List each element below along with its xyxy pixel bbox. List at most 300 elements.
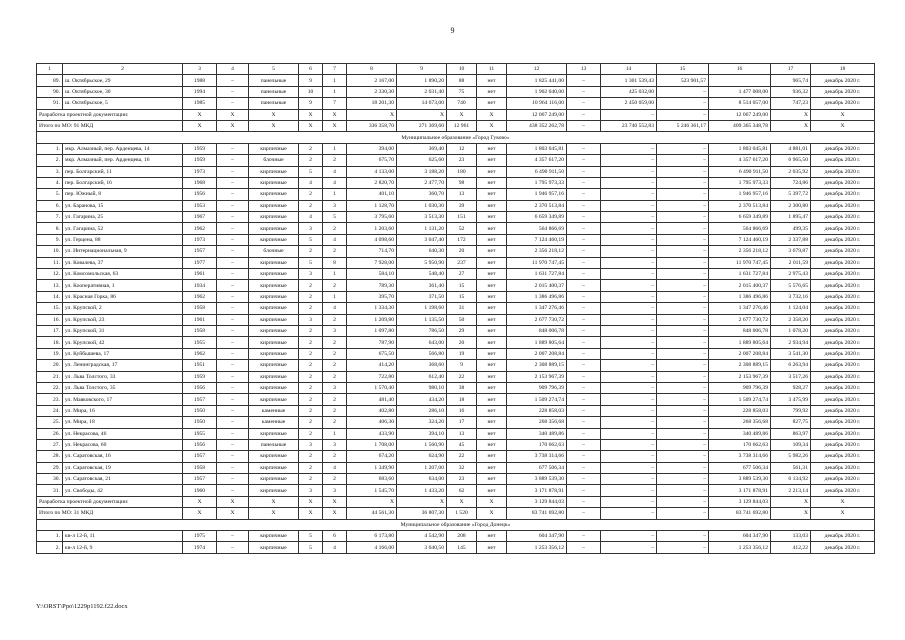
table-cell: ул. Саратовская, 21 [63,474,183,485]
table-cell: 12 067 249,00 [709,109,771,120]
table-cell: декабрь 2020 г. [811,280,875,291]
table-cell: 5 950,90 [397,257,447,268]
table-cell: 2 308 889,15 [709,360,771,371]
table-cell: – [601,542,657,553]
table-cell: 11. [37,257,63,268]
table-cell: 14. [37,291,63,302]
table-row [37,382,875,393]
table-cell: X [323,109,347,120]
table-cell: кирпичные [249,394,299,405]
table-cell: декабрь 2020 г. [811,325,875,336]
table-cell: X [249,109,299,120]
table-cell: ул. Некрасова, 60 [63,439,183,450]
table-row [37,542,875,553]
table-cell: 4 [323,303,347,314]
table-cell: – [601,508,657,519]
table-cell: 2 [299,394,323,405]
table-cell: 170 662,63 [507,439,567,450]
table-cell: 394,10 [397,428,447,439]
table-cell: нет [477,542,507,553]
table-cell: – [601,314,657,325]
table-cell: кирпичные [249,531,299,542]
table-cell: – [567,371,601,382]
table-cell: – [217,234,249,245]
table-cell: 1988 [183,75,217,86]
table-cell: пер. Южный, 8 [63,189,183,200]
table-cell: 2 300,80 [771,200,811,211]
table-cell: 1 207,00 [397,462,447,473]
table-cell: 2 015 400,37 [709,280,771,291]
table-row [37,531,875,542]
table-cell: 88 [447,75,477,86]
table-cell: 29. [37,462,63,473]
table-cell: – [601,166,657,177]
table-cell: – [217,189,249,200]
table-cell: 604 347,90 [709,531,771,542]
table-cell: – [601,257,657,268]
table-cell: 268 356,68 [709,417,771,428]
table-cell: – [601,337,657,348]
table-cell: – [657,394,709,405]
table-cell: X [183,508,217,519]
table-cell: декабрь 2020 г. [811,246,875,257]
table-cell: 6 173,80 [347,531,397,542]
table-cell: – [567,75,601,86]
table-cell: – [657,485,709,496]
table-cell: – [657,166,709,177]
table-cell: ул. Саратовская, 16 [63,451,183,462]
table-cell: – [601,496,657,507]
table-cell: 1 545,70 [347,485,397,496]
table-cell: X [347,496,397,507]
table-cell: кирпичные [249,223,299,234]
table-cell: 271 369,60 [397,120,447,131]
table-cell: – [567,109,601,120]
table-cell: 2 330,30 [347,86,397,97]
table-cell: 928,27 [771,382,811,393]
table-cell: – [217,348,249,359]
table-cell: – [657,98,709,109]
table-cell: 787,90 [347,337,397,348]
table-cell: X [397,109,447,120]
table-cell: – [217,155,249,166]
table-cell: 1950 [183,417,217,428]
table-cell: 643,00 [397,337,447,348]
table-cell: ул. Гагарина, 25 [63,212,183,223]
table-cell: 2 [299,303,323,314]
table-cell: 4 [299,212,323,223]
table-cell: 13 [447,428,477,439]
table-cell: 425 032,00 [601,86,657,97]
table-cell: 1 [323,291,347,302]
table-cell: кв-л 12-й, 11 [63,531,183,542]
table-cell: 50 [447,314,477,325]
table-cell: – [567,86,601,97]
table-cell: – [567,439,601,450]
table-cell: 30. [37,474,63,485]
table-cell: X [217,120,249,131]
table-cell: 2 [299,143,323,154]
table-cell: – [601,474,657,485]
table-cell: 401,10 [347,189,397,200]
table-cell: 2 [323,337,347,348]
table-cell: кирпичные [249,314,299,325]
table-cell: 1956 [183,382,217,393]
municipality-header: Муниципальное образование «Город Гуково» [37,132,875,143]
table-cell: X [323,508,347,519]
table-cell: 17. [37,325,63,336]
table-cell: – [657,451,709,462]
table-cell: 5 [299,166,323,177]
table-cell: 909 796,39 [709,382,771,393]
table-cell: 1934 [183,280,217,291]
table-cell: – [567,348,601,359]
table-cell: 2 213,14 [771,485,811,496]
table-cell: 5 576,65 [771,280,811,291]
table-cell: 286,10 [397,405,447,416]
table-cell: 23 [447,474,477,485]
table-cell: 3 679,87 [771,246,811,257]
table-cell: – [657,155,709,166]
table-row [37,86,875,97]
table-cell: 360,70 [397,189,447,200]
table-cell: – [217,337,249,348]
table-cell: 89. [37,75,63,86]
table-cell: 1 803 045,81 [709,143,771,154]
table-cell: 3 732,16 [771,291,811,302]
table-cell: 3 [299,223,323,234]
table-cell: нет [477,155,507,166]
table-cell: – [567,234,601,245]
column-number-header-row [37,64,875,75]
table-cell: 1 795 973,33 [709,177,771,188]
table-cell: 1 198,60 [397,303,447,314]
table-cell: кирпичные [249,200,299,211]
table-cell: нет [477,337,507,348]
table-cell: ул. Саратовская, 19 [63,462,183,473]
table-cell: – [567,314,601,325]
table-cell: 361,40 [397,280,447,291]
table-row [37,280,875,291]
table-cell: 2 [323,451,347,462]
table-cell: ул. Маяковского, 17 [63,394,183,405]
table-cell: – [217,485,249,496]
table-cell: 724,86 [771,177,811,188]
table-row [37,314,875,325]
table-cell: 44 561,30 [347,508,397,519]
table-cell: 3 129 844,03 [709,496,771,507]
table-cell: 6 263,94 [771,360,811,371]
table-cell: кирпичные [249,337,299,348]
municipality-header: Муниципальное образование «Город Донецк» [37,519,875,530]
table-cell: 16. [37,314,63,325]
table-cell: – [567,143,601,154]
table-cell: 9 [299,75,323,86]
table-cell: 4 [323,462,347,473]
table-cell: пер. Болгарский, 16 [63,177,183,188]
table-cell: 414,20 [347,360,397,371]
table-cell: 45 [447,439,477,450]
table-row [37,155,875,166]
table-cell: нет [477,531,507,542]
table-cell: – [567,531,601,542]
table-cell: нет [477,86,507,97]
table-cell: 786,50 [397,325,447,336]
table-cell: – [657,462,709,473]
table-cell: – [657,212,709,223]
table-cell: 109,34 [771,439,811,450]
column-number: 15 [657,64,709,75]
table-cell: кирпичные [249,325,299,336]
table-cell: – [217,177,249,188]
table-cell: ул. Крупской, 31 [63,325,183,336]
table-cell: кирпичные [249,348,299,359]
table-cell: 740 [447,98,477,109]
table-cell: 722,80 [347,371,397,382]
table-cell: 324,20 [397,417,447,428]
table-cell: 228 858,03 [709,405,771,416]
table-cell: 1 946 957,16 [507,189,567,200]
table-cell: 4 542,90 [397,531,447,542]
table-cell: ул. Свободы, 42 [63,485,183,496]
table-row [37,474,875,485]
table-row [37,337,875,348]
table-cell: 434,20 [397,394,447,405]
table-cell: – [567,155,601,166]
column-number: 18 [811,64,875,75]
table-row [37,325,875,336]
table-cell: блочные [249,155,299,166]
table-cell: – [657,269,709,280]
table-cell: – [601,303,657,314]
table-cell: 2 031,40 [397,86,447,97]
table-cell: – [657,280,709,291]
table-cell: 9 [447,360,477,371]
table-cell: – [601,155,657,166]
table-cell: 2 [299,280,323,291]
table-cell: 561,31 [771,462,811,473]
table-cell: кирпичные [249,474,299,485]
table-cell: – [601,189,657,200]
table-cell: 22 [447,371,477,382]
table-cell: нет [477,143,507,154]
table-cell: панельные [249,98,299,109]
table-cell: – [567,382,601,393]
table-cell: 9 [299,98,323,109]
table-cell: X [477,109,507,120]
table-cell: декабрь 2020 г. [811,348,875,359]
table-cell: – [657,542,709,553]
table-cell: – [217,405,249,416]
table-cell: 6. [37,200,63,211]
table-cell: 15. [37,303,63,314]
table-cell: 1959 [183,143,217,154]
summary-label: Итого по МО: 91 МКД [37,120,183,131]
table-cell: 145 [447,542,477,553]
table-cell: 18 201,30 [347,98,397,109]
table-cell: 52 [447,223,477,234]
table-cell: 1957 [183,474,217,485]
table-cell: 83 741 692,80 [507,508,567,519]
table-cell: 2 [323,314,347,325]
table-cell: – [217,360,249,371]
table-cell: 1 570,40 [347,382,397,393]
table-cell: 3 513,30 [397,212,447,223]
table-cell: 2 [299,428,323,439]
table-cell: 9. [37,234,63,245]
table-cell: 13. [37,280,63,291]
table-cell: X [477,508,507,519]
table-cell: кирпичные [249,234,299,245]
table-row [37,223,875,234]
table-cell: 29 [447,325,477,336]
table-cell: нет [477,485,507,496]
table-cell: 2 450 059,00 [601,98,657,109]
table-cell: 208 [447,531,477,542]
column-number: 11 [477,64,507,75]
table-cell: X [217,496,249,507]
table-cell: нет [477,75,507,86]
table-cell: 2 [323,394,347,405]
table-cell: нет [477,417,507,428]
table-cell: 2 007 208,84 [507,348,567,359]
table-cell: – [601,143,657,154]
table-cell: 5 246 361,17 [657,120,709,131]
table-cell: 1 [323,86,347,97]
table-cell: 1950 [183,405,217,416]
table-cell: 523 901,57 [657,75,709,86]
table-cell: 5 [299,531,323,542]
table-cell: декабрь 2020 г. [811,303,875,314]
table-cell: нет [477,428,507,439]
table-cell: 2 370 513,84 [507,200,567,211]
table-cell: 17 [447,417,477,428]
table-cell: 2 153 967,39 [507,371,567,382]
table-cell: – [657,291,709,302]
table-cell: 2 [299,189,323,200]
table-cell: – [567,257,601,268]
table-cell: 14 673,00 [397,98,447,109]
table-cell: 21. [37,371,63,382]
table-cell: 340 489,86 [709,428,771,439]
table-cell: ш. Октябрьское, 5 [63,98,183,109]
table-row [37,269,875,280]
table-cell: 1 477 008,00 [709,86,771,97]
table-cell: 151 [447,212,477,223]
table-cell: кирпичные [249,462,299,473]
table-cell: 27 [447,269,477,280]
table-cell: 1961 [183,314,217,325]
table-cell: – [657,428,709,439]
table-cell: ул. Мира, 16 [63,405,183,416]
table-cell: нет [477,462,507,473]
table-cell: X [299,496,323,507]
table-cell: – [567,360,601,371]
table-cell: – [217,86,249,97]
table-row [37,360,875,371]
table-cell: 1 135,50 [397,314,447,325]
summary-row [37,120,875,131]
table-cell: 1957 [183,394,217,405]
table-cell: 11 970 747,45 [709,257,771,268]
table-cell: 2 015 400,37 [507,280,567,291]
table-cell: 1 889 805,64 [709,337,771,348]
table-cell: 90. [37,86,63,97]
table-cell: декабрь 2020 г. [811,474,875,485]
table-cell: 1953 [183,200,217,211]
table-cell: 22. [37,382,63,393]
table-cell: – [601,531,657,542]
table-cell: – [567,474,601,485]
table-cell: 3 889 539,30 [507,474,567,485]
table-cell: 1 890,20 [397,75,447,86]
table-cell: 1962 [183,223,217,234]
table-cell: 3 040,50 [397,542,447,553]
table-cell: – [601,360,657,371]
table-cell: 6 134,92 [771,474,811,485]
table-cell: 11 970 747,45 [507,257,567,268]
table-cell: 634,00 [397,474,447,485]
table-cell: – [601,325,657,336]
table-cell: декабрь 2020 г. [811,382,875,393]
table-cell: 438 352 262,78 [507,120,567,131]
table-cell: 2 [323,246,347,257]
table-cell: 3 [323,485,347,496]
table-cell: 1 078,20 [771,325,811,336]
table-cell: – [657,348,709,359]
table-cell: 5 [323,212,347,223]
table-cell: кирпичные [249,189,299,200]
table-cell: – [601,280,657,291]
table-cell: X [249,496,299,507]
table-cell: каменные [249,405,299,416]
table-cell: – [657,417,709,428]
table-cell: 28. [37,451,63,462]
table-cell: X [477,496,507,507]
table-cell [709,75,771,86]
table-cell: 6 659 349,89 [507,212,567,223]
table-cell: – [601,439,657,450]
table-row [37,234,875,245]
table-cell: 548,40 [397,269,447,280]
table-cell: нет [477,246,507,257]
table-cell: нет [477,234,507,245]
table-cell: – [657,496,709,507]
table-cell: 1 631 727,84 [709,269,771,280]
table-cell: кирпичные [249,382,299,393]
table-cell: – [601,451,657,462]
table-cell: – [657,234,709,245]
table-cell: 36 807,30 [397,508,447,519]
table-cell: – [601,405,657,416]
table-cell: 3 738 314,66 [709,451,771,462]
table-cell: 1962 [183,348,217,359]
table-cell: нет [477,269,507,280]
table-cell: – [217,394,249,405]
table-cell: – [567,394,601,405]
table-cell: 4 [323,177,347,188]
table-cell: ул. Ленинградская, 17 [63,360,183,371]
table-cell: ул. Красная Горка, 86 [63,291,183,302]
table-cell: X [811,508,875,519]
table-cell: 20 [447,246,477,257]
table-cell: 1 895,47 [771,212,811,223]
table-cell: 1 946 957,16 [709,189,771,200]
table-cell: – [217,166,249,177]
table-cell: кирпичные [249,485,299,496]
table-cell: – [217,291,249,302]
table-cell: 4 357 617,20 [709,155,771,166]
